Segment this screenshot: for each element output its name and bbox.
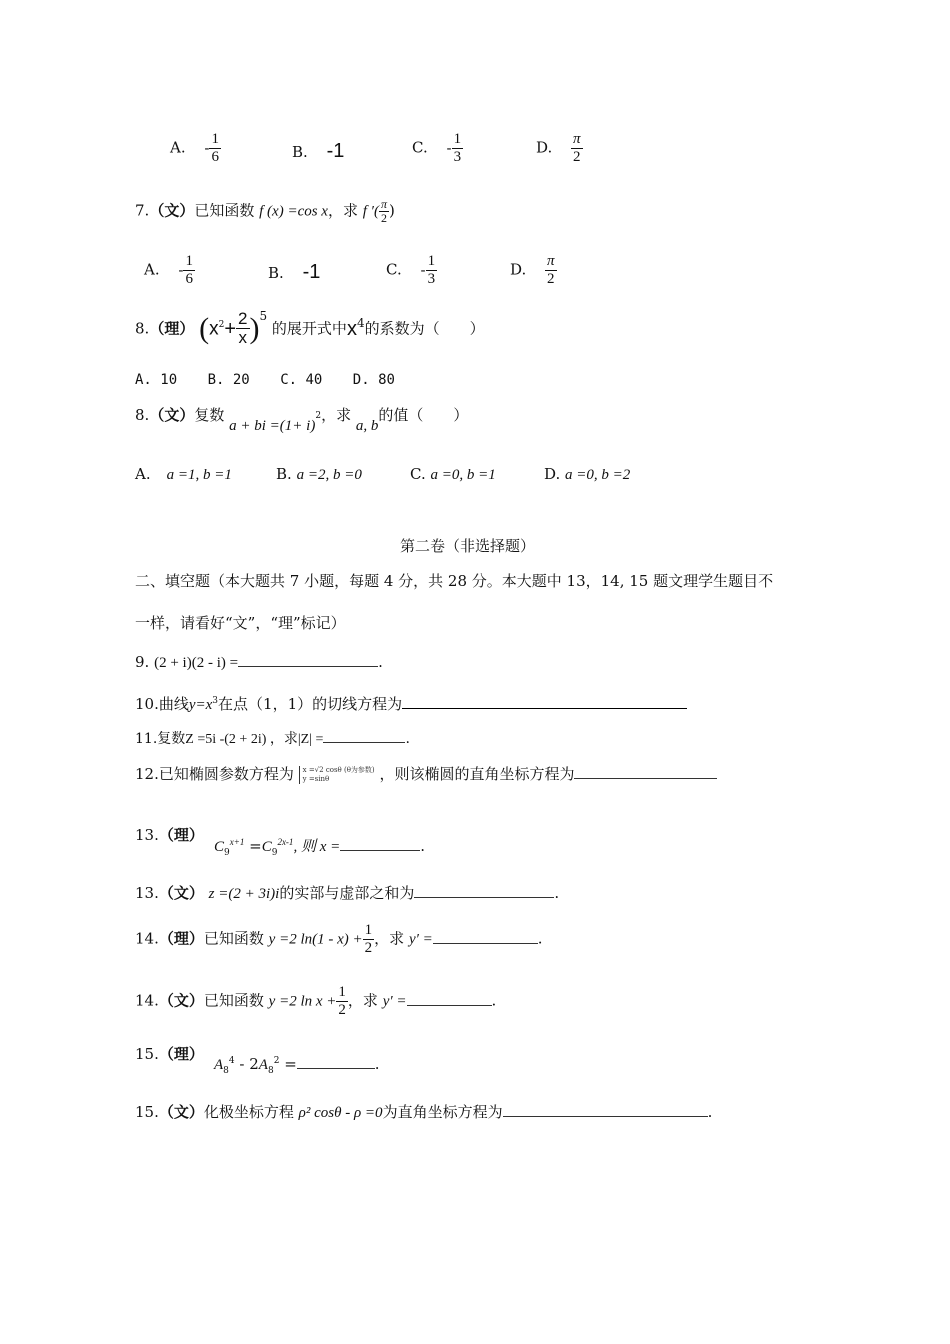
q8-wen-option-c: C. a =0, b =1 bbox=[410, 465, 496, 483]
q8-wen-stem: 8.（文）复数 a + bi $=(1+ i)^2$，求 a, b的值（ ） bbox=[135, 406, 469, 434]
q7-stem: 7.（文）已知函数 f (x) =cos x，求 f ′( $\frac{\pi}{2}$ ) bbox=[135, 197, 395, 225]
q13-li-expr: $C_9^{x+1} =C_9^{2x-1}$, 则 x = . bbox=[214, 837, 425, 858]
q13-li-label: 13.（理） bbox=[135, 826, 204, 844]
q8-wen-option-d: D. a =0, b =2 bbox=[544, 465, 631, 483]
q7-option-c: C. - $\frac{1}{3}$ bbox=[386, 253, 436, 287]
q8-li-option-d: D. 80 bbox=[352, 372, 395, 388]
parametric-system: x =√2 cosθ (θ为参数) y =sinθ bbox=[299, 766, 375, 784]
q8-li-stem: 8.（理） ($x^2+$ $\frac{2}{x}$ )$^5$ 的展开式中$x^4$的系数为（ ） bbox=[135, 309, 485, 347]
q6-option-d: D. $\frac{\pi}{2}$ bbox=[536, 131, 581, 165]
q15-li-label: 15.（理） bbox=[135, 1045, 204, 1063]
q7-option-b: B. -1 bbox=[268, 261, 321, 283]
q6-option-b: B. -1 bbox=[292, 140, 345, 162]
q8-li-option-c: C. 40 bbox=[280, 372, 323, 388]
q8-li-options bbox=[135, 373, 395, 387]
q15-li-expr: $A_8^4 - 2A_8^2$ = . bbox=[214, 1055, 380, 1076]
q6-option-c: C. - $\frac{1}{3}$ bbox=[412, 131, 462, 165]
q7-option-d: D. $\frac{\pi}{2}$ bbox=[510, 253, 555, 287]
q11: 11.复数Z =5i -(2 + 2i) ，求|Z| = . bbox=[135, 731, 410, 747]
q15-wen: 15.（文）化极坐标方程 ρ² cosθ - ρ =0为直角坐标方程为 . bbox=[135, 1103, 713, 1121]
q12: 12.已知椭圆参数方程为 x =√2 cosθ (θ为参数) y =sinθ ，则该椭圆的直角坐标方程为 bbox=[135, 766, 717, 784]
section-intro-line1: 二、填空题（本大题共 7 小题，每题 4 分，共 28 分。本大题中 13，14, 15 题文理学生题目不 bbox=[135, 572, 774, 590]
q7-option-a: A. - $\frac{1}{6}$ bbox=[144, 253, 193, 287]
q13-wen: 13.（文） z =(2 + 3i)i的实部与虚部之和为 . bbox=[135, 884, 560, 902]
q6-option-a: A. - $\frac{1}{6}$ bbox=[170, 131, 219, 165]
q8-li-option-b: B. 20 bbox=[207, 372, 250, 388]
section-intro-line2: 一样，请看好“文”，“理”标记） bbox=[135, 614, 346, 632]
q14-wen: 14.（文）已知函数 y =2 ln x + $\frac{1}{2}$ ，求 y′ = . bbox=[135, 984, 497, 1018]
q14-li: 14.（理）已知函数 y =2 ln(1 - x) + $\frac{1}{2}$ ，求 y′ = . bbox=[135, 922, 543, 956]
q9: 9. (2 + i)(2 - i) = . bbox=[135, 653, 383, 671]
q8-wen-option-a: A. a =1, b =1 bbox=[135, 465, 232, 483]
q8-li-option-a: A. 10 bbox=[135, 372, 178, 388]
q10: 10.曲线$y=x^3$在点（1，1）的切线方程为 bbox=[135, 697, 687, 713]
section-title: 第二卷（非选择题） bbox=[400, 537, 536, 555]
q8-wen-option-b: B. a =2, b =0 bbox=[276, 465, 362, 483]
